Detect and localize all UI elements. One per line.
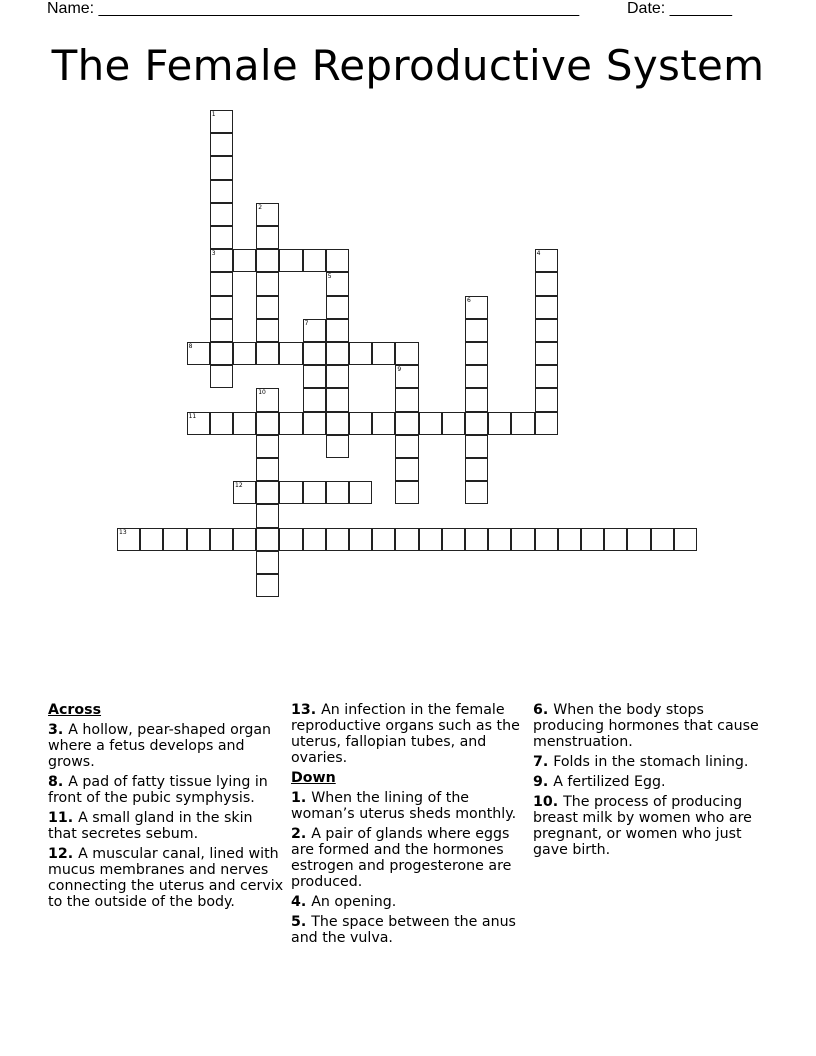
grid-cell[interactable]: [349, 481, 372, 504]
grid-cell[interactable]: [140, 528, 163, 551]
grid-cell[interactable]: [627, 528, 650, 551]
grid-cell[interactable]: [465, 481, 488, 504]
grid-cell[interactable]: [256, 504, 279, 527]
clue-item: [533, 754, 773, 770]
grid-cell[interactable]: [210, 412, 233, 435]
grid-cell[interactable]: [465, 388, 488, 411]
clue-text: A small gland in the skin that secretes sebum.: [48, 810, 253, 842]
grid-cell[interactable]: [395, 388, 418, 411]
grid-cell[interactable]: [326, 388, 349, 411]
clue-number: 10: [258, 389, 266, 397]
grid-cell[interactable]: [419, 528, 442, 551]
grid-cell[interactable]: [233, 249, 256, 272]
clue-column-2: [291, 702, 527, 950]
clue-number: 5: [327, 273, 332, 281]
grid-cell[interactable]: [210, 110, 233, 133]
clue-number: 11: [188, 412, 197, 420]
clue-number-label: 4.: [291, 894, 312, 910]
clue-text: When the body stops producing hormones that cause menstruation.: [533, 702, 759, 750]
grid-cell[interactable]: [395, 458, 418, 481]
clue-item: [48, 774, 284, 806]
grid-cell[interactable]: [256, 388, 279, 411]
grid-cell[interactable]: [535, 388, 558, 411]
clue-text: Folds in the stomach lining.: [553, 754, 749, 770]
grid-cell[interactable]: [187, 412, 210, 435]
grid-cell[interactable]: [326, 412, 349, 435]
grid-cell[interactable]: [326, 365, 349, 388]
clue-number-label: 5.: [291, 914, 312, 930]
grid-cell[interactable]: [395, 342, 418, 365]
clue-number-label: 8.: [48, 774, 69, 790]
grid-cell[interactable]: [419, 412, 442, 435]
grid-cell[interactable]: [326, 481, 349, 504]
clue-item: [291, 826, 527, 890]
grid-cell[interactable]: [372, 412, 395, 435]
grid-cell[interactable]: [395, 365, 418, 388]
grid-cell[interactable]: [303, 249, 326, 272]
grid-cell[interactable]: [465, 319, 488, 342]
grid-cell[interactable]: [303, 342, 326, 365]
clue-item: [533, 794, 773, 858]
grid-cell[interactable]: [326, 249, 349, 272]
grid-cell[interactable]: [256, 551, 279, 574]
grid-cell[interactable]: [279, 342, 302, 365]
clue-item: [48, 846, 284, 910]
clue-number-label: 1.: [291, 790, 312, 806]
grid-cell[interactable]: [256, 203, 279, 226]
clue-number: 8: [188, 343, 193, 350]
grid-cell[interactable]: [210, 249, 233, 272]
clue-number: 2: [258, 203, 263, 211]
clue-column-1: [48, 702, 284, 914]
grid-cell[interactable]: [256, 435, 279, 458]
clue-number: 1: [211, 111, 216, 118]
clue-number-label: 6.: [533, 702, 554, 718]
grid-cell[interactable]: [210, 528, 233, 551]
grid-cell[interactable]: [651, 528, 674, 551]
clue-text: An opening.: [311, 894, 397, 910]
grid-cell[interactable]: [465, 365, 488, 388]
grid-cell[interactable]: [279, 528, 302, 551]
clue-text: A pair of glands where eggs are formed and the hormones estrogen and progesterone are produced.: [291, 826, 512, 890]
grid-cell[interactable]: [187, 342, 210, 365]
grid-cell[interactable]: [326, 319, 349, 342]
grid-cell[interactable]: [256, 249, 279, 272]
grid-cell[interactable]: [256, 528, 279, 551]
grid-cell[interactable]: [535, 342, 558, 365]
clue-number: 9: [397, 366, 402, 374]
clue-item: [291, 894, 527, 910]
grid-cell[interactable]: [372, 342, 395, 365]
grid-cell[interactable]: [256, 412, 279, 435]
grid-cell[interactable]: [488, 528, 511, 551]
grid-cell[interactable]: [256, 481, 279, 504]
grid-cell[interactable]: [210, 365, 233, 388]
grid-cell[interactable]: [210, 226, 233, 249]
grid-cell[interactable]: [326, 296, 349, 319]
grid-cell[interactable]: [326, 435, 349, 458]
grid-cell[interactable]: [210, 203, 233, 226]
grid-cell[interactable]: [349, 528, 372, 551]
clue-item: [291, 914, 527, 946]
clue-text: The process of producing breast milk by women who are pregnant, or women who just gave birth.: [533, 794, 752, 858]
grid-cell[interactable]: [210, 272, 233, 295]
grid-cell[interactable]: [535, 296, 558, 319]
grid-cell[interactable]: [326, 528, 349, 551]
clue-number: 3: [211, 250, 216, 258]
clue-number-label: 7.: [533, 754, 554, 770]
grid-cell[interactable]: [535, 412, 558, 435]
clue-number: 7: [304, 319, 309, 327]
clue-text: A fertilized Egg.: [553, 774, 666, 790]
clue-number: 12: [235, 482, 243, 490]
grid-cell[interactable]: [465, 412, 488, 435]
clue-number-label: 13.: [291, 702, 322, 718]
clue-text: A muscular canal, lined with mucus membranes and nerves connecting the uterus and cervix to the outside of the body.: [48, 846, 284, 910]
page-title: The Female Reproductive System: [51, 41, 765, 90]
grid-cell[interactable]: [395, 412, 418, 435]
clue-item: [533, 774, 773, 790]
grid-cell[interactable]: [535, 272, 558, 295]
clue-text: A hollow, pear-shaped organ where a fetus develops and grows.: [48, 722, 272, 770]
grid-cell[interactable]: [256, 226, 279, 249]
clue-number: 4: [536, 250, 541, 258]
clue-number-label: 12.: [48, 846, 79, 862]
grid-cell[interactable]: [442, 528, 465, 551]
grid-cell[interactable]: [372, 528, 395, 551]
grid-cell[interactable]: [279, 249, 302, 272]
grid-cell[interactable]: [210, 133, 233, 156]
clue-item: [291, 790, 527, 822]
grid-cell[interactable]: [349, 342, 372, 365]
grid-cell[interactable]: [488, 412, 511, 435]
clue-item: [48, 810, 284, 842]
grid-cell[interactable]: [535, 319, 558, 342]
grid-cell[interactable]: [163, 528, 186, 551]
grid-cell[interactable]: [210, 296, 233, 319]
grid-cell[interactable]: [674, 528, 697, 551]
clue-text: A pad of fatty tissue lying in front of the pubic symphysis.: [48, 774, 268, 806]
clue-heading: Across: [48, 702, 102, 718]
grid-cell[interactable]: [256, 272, 279, 295]
grid-cell[interactable]: [558, 528, 581, 551]
grid-cell[interactable]: [303, 319, 326, 342]
clue-column-3: [533, 702, 773, 862]
clue-number-label: 2.: [291, 826, 312, 842]
grid-cell[interactable]: [604, 528, 627, 551]
grid-cell[interactable]: [256, 342, 279, 365]
grid-cell[interactable]: [442, 412, 465, 435]
grid-cell[interactable]: [256, 574, 279, 597]
grid-cell[interactable]: [535, 365, 558, 388]
grid-cell[interactable]: [581, 528, 604, 551]
grid-cell[interactable]: [233, 481, 256, 504]
grid-cell[interactable]: [233, 412, 256, 435]
grid-cell[interactable]: [465, 296, 488, 319]
clue-number-label: 9.: [533, 774, 554, 790]
grid-cell[interactable]: [279, 412, 302, 435]
grid-cell[interactable]: [326, 272, 349, 295]
grid-cell[interactable]: [256, 319, 279, 342]
grid-cell[interactable]: [511, 528, 534, 551]
grid-cell[interactable]: [210, 180, 233, 203]
clue-number-label: 10.: [533, 794, 564, 810]
grid-cell[interactable]: [465, 342, 488, 365]
date-field[interactable]: Date: _______: [627, 0, 732, 17]
grid-cell[interactable]: [303, 412, 326, 435]
grid-cell[interactable]: [233, 342, 256, 365]
grid-cell[interactable]: [303, 365, 326, 388]
grid-cell[interactable]: [535, 249, 558, 272]
clue-text: The space between the anus and the vulva.: [291, 914, 516, 946]
clue-number-label: 3.: [48, 722, 69, 738]
grid-cell[interactable]: [210, 319, 233, 342]
clue-number-label: 11.: [48, 810, 79, 826]
grid-cell[interactable]: [511, 412, 534, 435]
grid-cell[interactable]: [535, 528, 558, 551]
grid-cell[interactable]: [395, 481, 418, 504]
grid-cell[interactable]: [465, 435, 488, 458]
grid-cell[interactable]: [465, 458, 488, 481]
grid-cell[interactable]: [395, 528, 418, 551]
grid-cell[interactable]: [256, 458, 279, 481]
grid-cell[interactable]: [256, 296, 279, 319]
grid-cell[interactable]: [303, 528, 326, 551]
clue-number: 13: [119, 528, 127, 536]
clue-item: [533, 702, 773, 750]
grid-cell[interactable]: [303, 481, 326, 504]
clue-heading: Down: [291, 770, 336, 786]
grid-cell[interactable]: [233, 528, 256, 551]
clue-text: An infection in the female reproductive organs such as the uterus, fallopian tubes, and ovaries.: [291, 702, 520, 766]
grid-cell[interactable]: [210, 156, 233, 179]
clue-number: 6: [467, 296, 471, 304]
grid-cell[interactable]: [303, 388, 326, 411]
grid-cell[interactable]: [279, 481, 302, 504]
clue-item: [48, 722, 284, 770]
name-field[interactable]: Name: ______________________________________________________: [47, 0, 580, 17]
grid-cell[interactable]: [395, 435, 418, 458]
clue-text: When the lining of the woman’s uterus sheds monthly.: [291, 790, 517, 822]
grid-cell[interactable]: [465, 528, 488, 551]
grid-cell[interactable]: [210, 342, 233, 365]
clue-item: [291, 702, 527, 766]
grid-cell[interactable]: [187, 528, 210, 551]
grid-cell[interactable]: [349, 412, 372, 435]
grid-cell[interactable]: [117, 528, 140, 551]
grid-cell[interactable]: [326, 342, 349, 365]
